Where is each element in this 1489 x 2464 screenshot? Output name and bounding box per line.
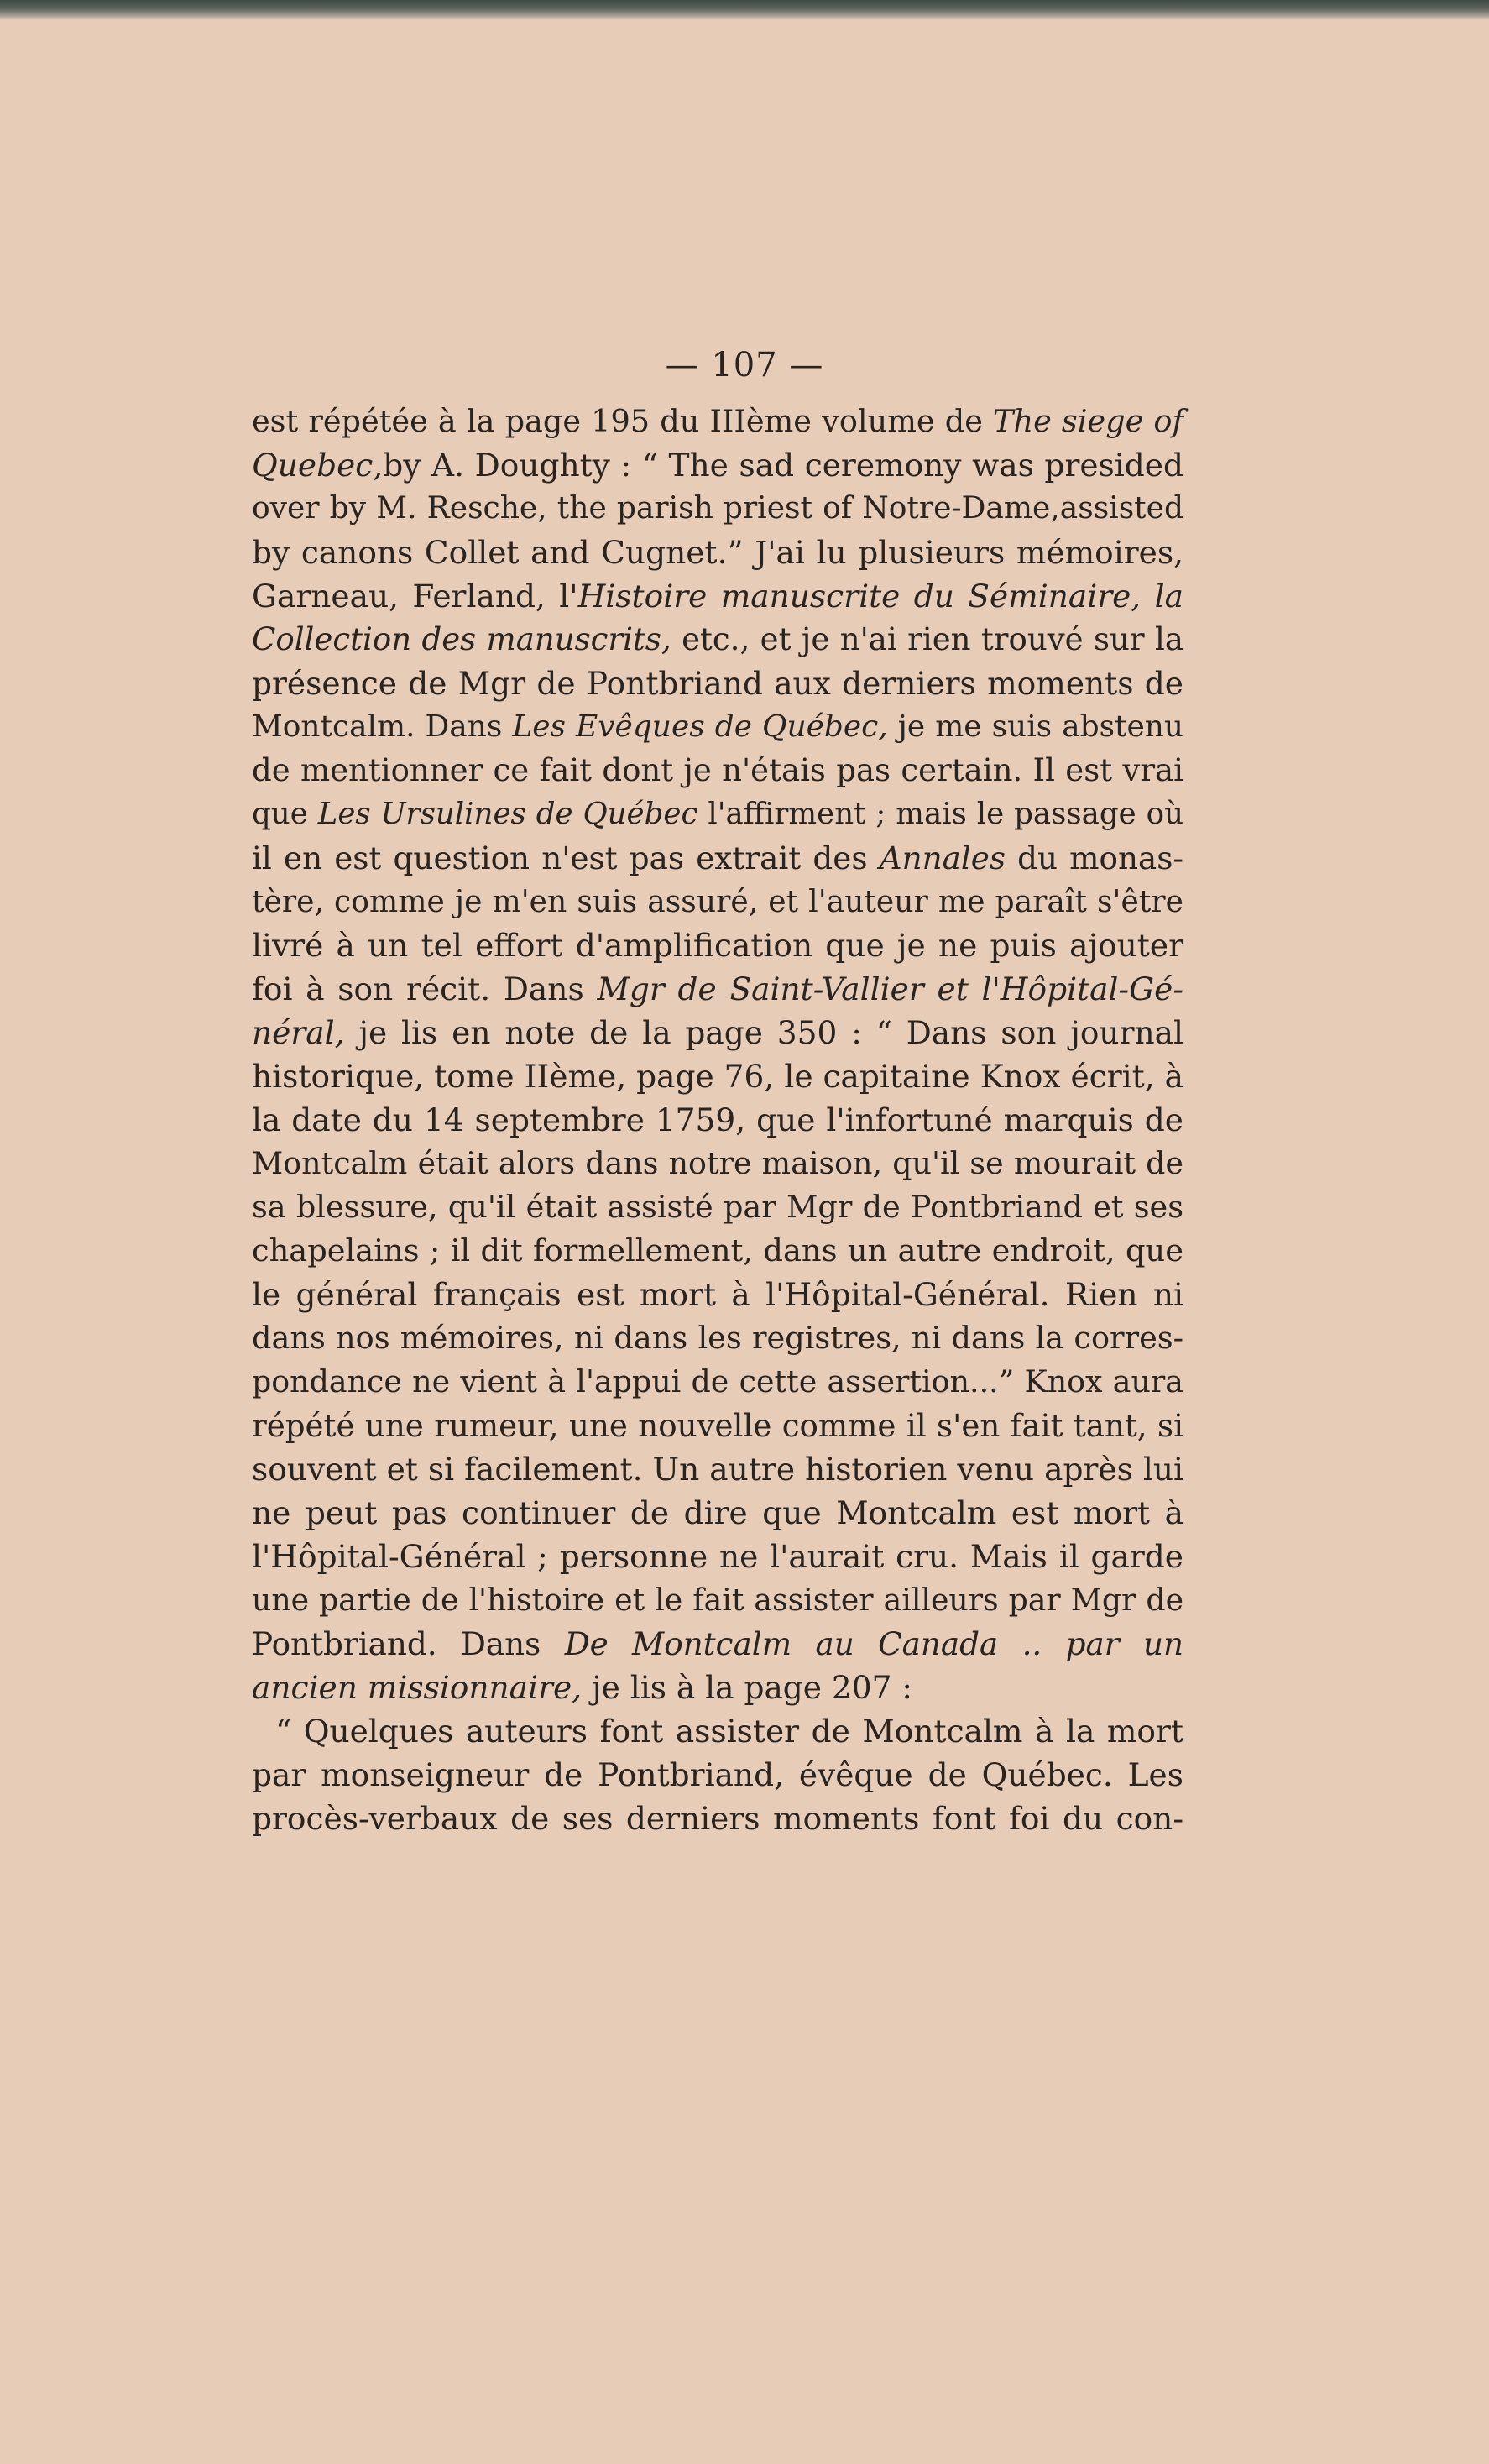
text-segment: tère, comme je m'en suis assuré, et l'auteur me paraît s'être [252, 883, 1183, 919]
text-line [252, 1054, 1183, 1098]
italic-text: Histoire manuscrite du Séminaire, la [577, 578, 1183, 615]
text-line [252, 531, 1183, 574]
text-segment: chapelains ; il dit formellement, dans un autre endroit, que [252, 1232, 1183, 1269]
text-line [252, 1011, 1183, 1054]
text-segment: Garneau, Ferland, l' [252, 578, 578, 615]
text-segment: livré à un tel effort d'amplification que je ne puis ajouter [252, 927, 1183, 964]
text-segment: il en est question n'est pas extrait des [252, 840, 880, 876]
text-line [252, 487, 1183, 531]
text-segment: je lis à la page 207 : [582, 1669, 913, 1706]
text-line [252, 1797, 1183, 1840]
text-line [252, 836, 1183, 880]
text-line [252, 793, 1183, 836]
text-segment: dans nos mémoires, ni dans les registres, ni dans la corres- [252, 1320, 1183, 1356]
italic-text: Quebec, [252, 447, 384, 484]
text-segment: est répétée à la page 195 du IIIème volume de [252, 403, 994, 439]
text-segment: Pontbriand. Dans [252, 1625, 565, 1662]
text-segment: procès-verbaux de ses derniers moments font foi du con- [252, 1800, 1183, 1837]
italic-text: néral, [252, 1014, 345, 1051]
italic-text: The siege of [993, 403, 1184, 439]
text-segment: by A. Doughty : “ The sad ceremony was presided [383, 447, 1183, 484]
text-segment: l'affirment ; mais le passage où [697, 797, 1183, 831]
italic-text: De Montcalm au Canada .. par un [564, 1625, 1183, 1662]
text-segment: Montcalm. Dans [252, 709, 513, 744]
text-line [252, 1316, 1183, 1360]
text-line [252, 967, 1183, 1011]
text-line [252, 1273, 1183, 1316]
italic-text: Collection des manuscrits, [252, 621, 671, 657]
text-segment: souvent et si facilement. Un autre historien venu après lui [252, 1451, 1183, 1488]
text-line [252, 662, 1183, 705]
italic-text: Annales [879, 840, 1006, 876]
text-line [252, 1404, 1183, 1447]
text-segment: by canons Collet and Cugnet.” J'ai lu plusieurs mémoires, [252, 534, 1183, 571]
text-segment: sa blessure, qu'il était assisté par Mgr de Pontbriand et ses [252, 1189, 1183, 1225]
text-line [252, 1185, 1183, 1229]
text-segment: la date du 14 septembre 1759, que l'infortuné marquis de [252, 1101, 1183, 1138]
text-segment: de mentionner ce fait dont je n'étais pas certain. Il est vrai [252, 752, 1183, 788]
text-line [252, 880, 1183, 923]
text-line [252, 400, 1183, 443]
page-number: — 107 — [665, 346, 824, 385]
text-segment: présence de Mgr de Pontbriand aux derniers moments de [252, 665, 1183, 702]
text-line [252, 574, 1183, 618]
text-line [252, 1142, 1183, 1185]
italic-text: Les Ursulines de Québec [317, 797, 698, 831]
italic-text: Mgr de Saint-Vallier et l'Hôpital-Gé- [597, 970, 1183, 1007]
text-segment: le général français est mort à l'Hôpital-Général. Rien ni [252, 1276, 1183, 1313]
text-line [252, 1578, 1183, 1622]
text-line [252, 1666, 1183, 1709]
body-text [252, 400, 1183, 1840]
italic-text: ancien missionnaire, [252, 1669, 583, 1706]
text-line [252, 1098, 1183, 1142]
text-segment: répété une rumeur, une nouvelle comme il s'en fait tant, si [252, 1407, 1183, 1444]
text-segment: l'Hôpital-Général ; personne ne l'aurait cru. Mais il garde [252, 1538, 1183, 1575]
book-top-edge [0, 0, 1489, 20]
text-segment: pondance ne vient à l'appui de cette assertion...” Knox aura [252, 1363, 1183, 1399]
text-line [252, 1709, 1183, 1753]
text-line [252, 1753, 1183, 1797]
text-line [252, 1622, 1183, 1666]
text-segment: Montcalm était alors dans notre maison, qu'il se mourait de [252, 1145, 1183, 1181]
text-line [252, 705, 1183, 749]
text-segment: une partie de l'histoire et le fait assister ailleurs par Mgr de [252, 1582, 1183, 1618]
text-segment: over by M. Resche, the parish priest of Notre-Dame,assisted [252, 491, 1183, 526]
text-segment: je lis en note de la page 350 : “ Dans son journal [344, 1014, 1183, 1051]
text-segment: que [252, 797, 318, 831]
text-line [252, 1447, 1183, 1491]
text-segment: je me suis abstenu [887, 709, 1184, 744]
text-segment: etc., et je n'ai rien trouvé sur la [671, 621, 1183, 657]
text-line [252, 443, 1183, 487]
text-line [252, 749, 1183, 793]
text-line [252, 1491, 1183, 1535]
italic-text: Les Evêques de Québec, [512, 709, 888, 744]
text-segment: historique, tome IIème, page 76, le capitaine Knox écrit, à [252, 1058, 1183, 1095]
text-segment: foi à son récit. Dans [252, 970, 598, 1007]
text-segment: par monseigneur de Pontbriand, évêque de Québec. Les [252, 1756, 1183, 1793]
text-line [252, 618, 1183, 662]
text-segment: du monas- [1006, 840, 1183, 876]
text-line [252, 1535, 1183, 1578]
text-line [252, 1229, 1183, 1273]
text-segment: ne peut pas continuer de dire que Montcalm est mort à [252, 1494, 1183, 1531]
text-line [252, 923, 1183, 967]
text-segment: “ Quelques auteurs font assister de Montcalm à la mort [275, 1713, 1183, 1750]
text-line [252, 1360, 1183, 1404]
